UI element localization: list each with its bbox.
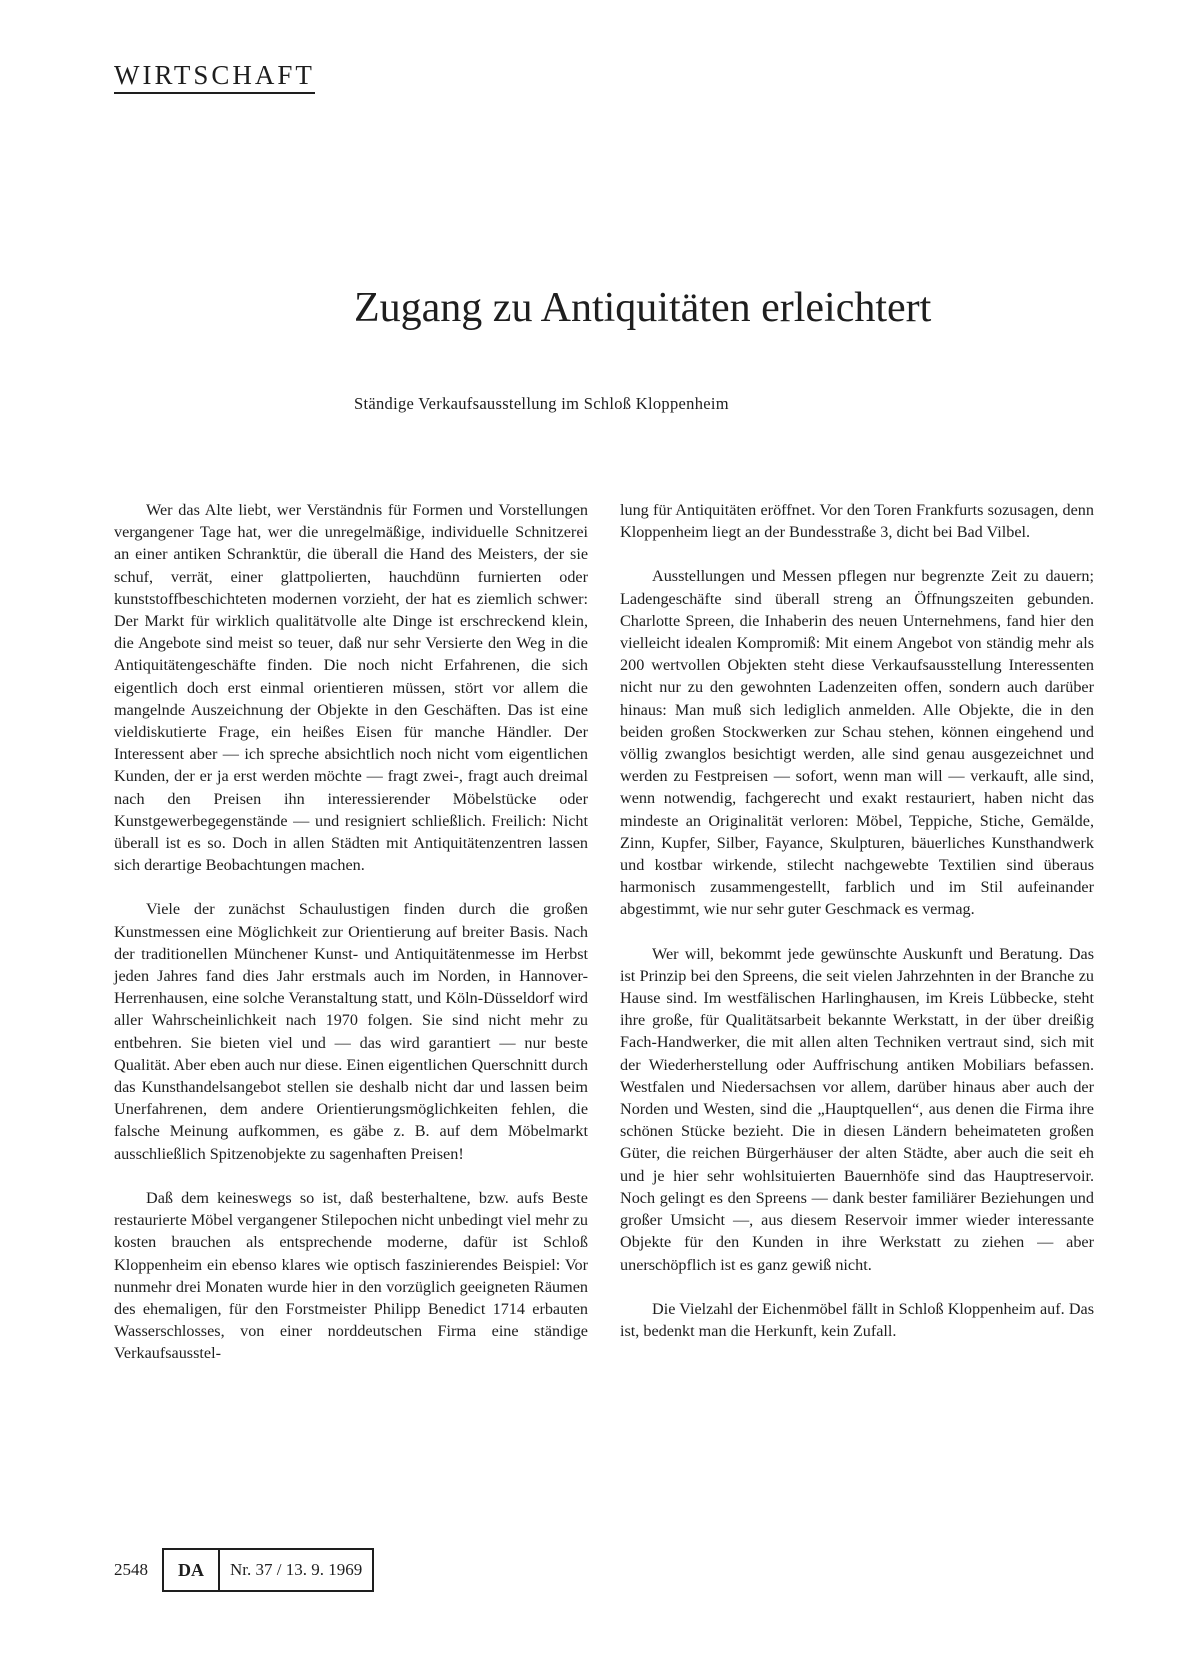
paragraph: Daß dem keineswegs so ist, daß besterhaltene, bzw. aufs Beste restaurierte Möbel vergangener Stilepochen nicht unbedingt viel mehr zu kosten brauchen als entsprechende moderne, dafür ist Schloß Kloppenheim ein ebenso klares wie optisch faszinierendes Beispiel: Vor nunmehr drei Monaten wurde hier in den vorzüglich geeigneten Räumen des ehemaligen, für den Forstmeister Philipp Benedict 1714 erbauten Wasserschlosses, von einer norddeutschen Firma eine ständige Verkaufsausstel-	[114, 1188, 588, 1363]
article-subtitle: Ständige Verkaufsausstellung im Schloß Kloppenheim	[354, 394, 729, 413]
issue-box	[162, 1548, 374, 1592]
section-label: WIRTSCHAFT	[114, 58, 315, 94]
page-footer	[114, 1548, 374, 1592]
paragraph: Die Vielzahl der Eichenmöbel fällt in Schloß Kloppenheim auf. Das ist, bedenkt man die Herkunft, kein Zufall.	[620, 1299, 1094, 1340]
issue-info: Nr. 37 / 13. 9. 1969	[230, 1560, 363, 1579]
paragraph: Wer will, bekommt jede gewünschte Auskunft und Beratung. Das ist Prinzip bei den Spreens, die seit vielen Jahrzehnten in der Branche zu Hause sind. Im westfälischen Harlinghausen, im Kreis Lübbecke, steht ihre große, für Qualitätsarbeit bekannte Werkstatt, in der über dreißig Fach-Handwerker, die mit allen alten Techniken vertraut sind, sich mit der Wiederherstellung oder Auffrischung antiken Mobiliars befassen. Westfalen und Niedersachsen vor allem, darüber hinaus aber auch der Norden und Westen, sind die „Hauptquellen“, aus denen die Firma ihre schönen Stücke bezieht. Die in diesen Ländern beheimateten großen Güter, die reichen Bürgerhäuser der alten Städte, aber auch die seit eh und je hier sehr wohlsituierten Bauernhöfe sind das Hauptreservoir. Noch gelingt es den Spreens — dank bester familiärer Beziehungen und großer Umsicht —, aus diesem Reservoir immer wieder interessante Objekte für den Kunden in ihre Werkstatt zu ziehen — aber unerschöpflich ist es ganz gewiß nicht.	[620, 944, 1094, 1274]
page-number: 2548	[114, 1560, 148, 1579]
paragraph: Ausstellungen und Messen pflegen nur begrenzte Zeit zu dauern; Ladengeschäfte sind überall streng an Öffnungszeiten gebunden. Charlotte Spreen, die Inhaberin des neuen Unternehmens, fand hier den vielleicht idealen Kompromiß: Mit einem Angebot von ständig mehr als 200 wertvollen Objekten steht diese Verkaufsausstellung Interessenten nicht nur zu den gewohnten Ladenzeiten offen, sondern auch darüber hinaus: Man muß sich lediglich anmelden. Alle Objekte, die in den beiden großen Stockwerken zur Schau stehen, können eingehend und völlig zwanglos besichtigt werden, alle sind genau ausgezeichnet und werden zu Festpreisen — sofort, wenn man will — verkauft, alle sind, wenn notwendig, fachgerecht und exakt restauriert, haben nicht das mindeste an Originalität verloren: Möbel, Teppiche, Stiche, Gemälde, Zinn, Kupfer, Silber, Fayance, Skulpturen, bäuerliches Kunsthandwerk und kostbar wirkende, stilecht nachgewebte Textilien sind überaus harmonisch zusammengestellt, farblich und im Stil aufeinander abgestimmt, wie nur sehr guter Geschmack es vermag.	[620, 567, 1094, 919]
left-column	[114, 499, 588, 1365]
article-headline: Zugang zu Antiquitäten erleichtert	[354, 285, 932, 331]
paragraph: Viele der zunächst Schaulustigen finden durch die großen Kunstmessen eine Möglichkeit zur Orientierung auf breiter Basis. Nach der traditionellen Münchener Kunst- und Antiquitätenmesse im Herbst jeden Jahres fand dies Jahr erstmals auch im Norden, in Hannover-Herrenhausen, eine solche Veranstaltung statt, und Köln-Düsseldorf wird aller Wahrscheinlichkeit nach 1970 folgen. Sie sind nicht mehr zu entbehren. Sie bieten viel und — das wird garantiert — nur beste Qualität. Aber eben auch nur diese. Einen eigentlichen Querschnitt durch das Kunsthandelsangebot stellen sie deshalb nicht dar und lassen beim Unerfahrenen, dem andere Orientierungsmöglichkeiten fehlen, die falsche Meinung aufkommen, es gäbe z. B. auf dem Möbelmarkt ausschließlich Spitzenobjekte zu sagenhaften Preisen!	[114, 900, 588, 1163]
paragraph: Wer das Alte liebt, wer Verständnis für Formen und Vorstellungen vergangener Tage hat, wer die unregelmäßige, individuelle Schnitzerei an einer antiken Schranktür, die überall die Hand des Meisters, der sie schuf, verrät, einer glattpolierten, hauchdünn furnierten oder kunststoffbeschichteten modernen vorzieht, der hat es ziemlich schwer: Der Markt für wirklich qualitätvolle alte Dinge ist erschreckend klein, die Angebote sind meist so teuer, daß nur sehr Versierte den Weg in die Antiquitätengeschäfte finden. Die noch nicht Erfahrenen, die sich eigentlich doch erst einmal orientieren müssen, stört vor allem die mangelnde Auszeichnung der Objekte in den Geschäften. Das ist eine vieldiskutierte Frage, ein heißes Eisen für manche Händler. Der Interessent aber — ich spreche absichtlich noch nicht vom eigentlichen Kunden, der er ja erst werden möchte — fragt zwei-, fragt auch dreimal nach den Preisen ihn interessierender Möbelstücke oder Kunstgewerbegegenstände — und resigniert schließlich. Freilich: Nicht überall ist es so. Doch in allen Städten mit Antiquitätenzentren lassen sich derartige Beobachtungen machen.	[114, 501, 588, 875]
right-column	[620, 499, 1094, 1342]
publication-logo: DA	[164, 1550, 220, 1590]
paragraph-continued: lung für Antiquitäten eröffnet. Vor den Toren Frankfurts sozusagen, denn Kloppenheim liegt an der Bundesstraße 3, dicht bei Bad Vilbel.	[620, 501, 1094, 542]
